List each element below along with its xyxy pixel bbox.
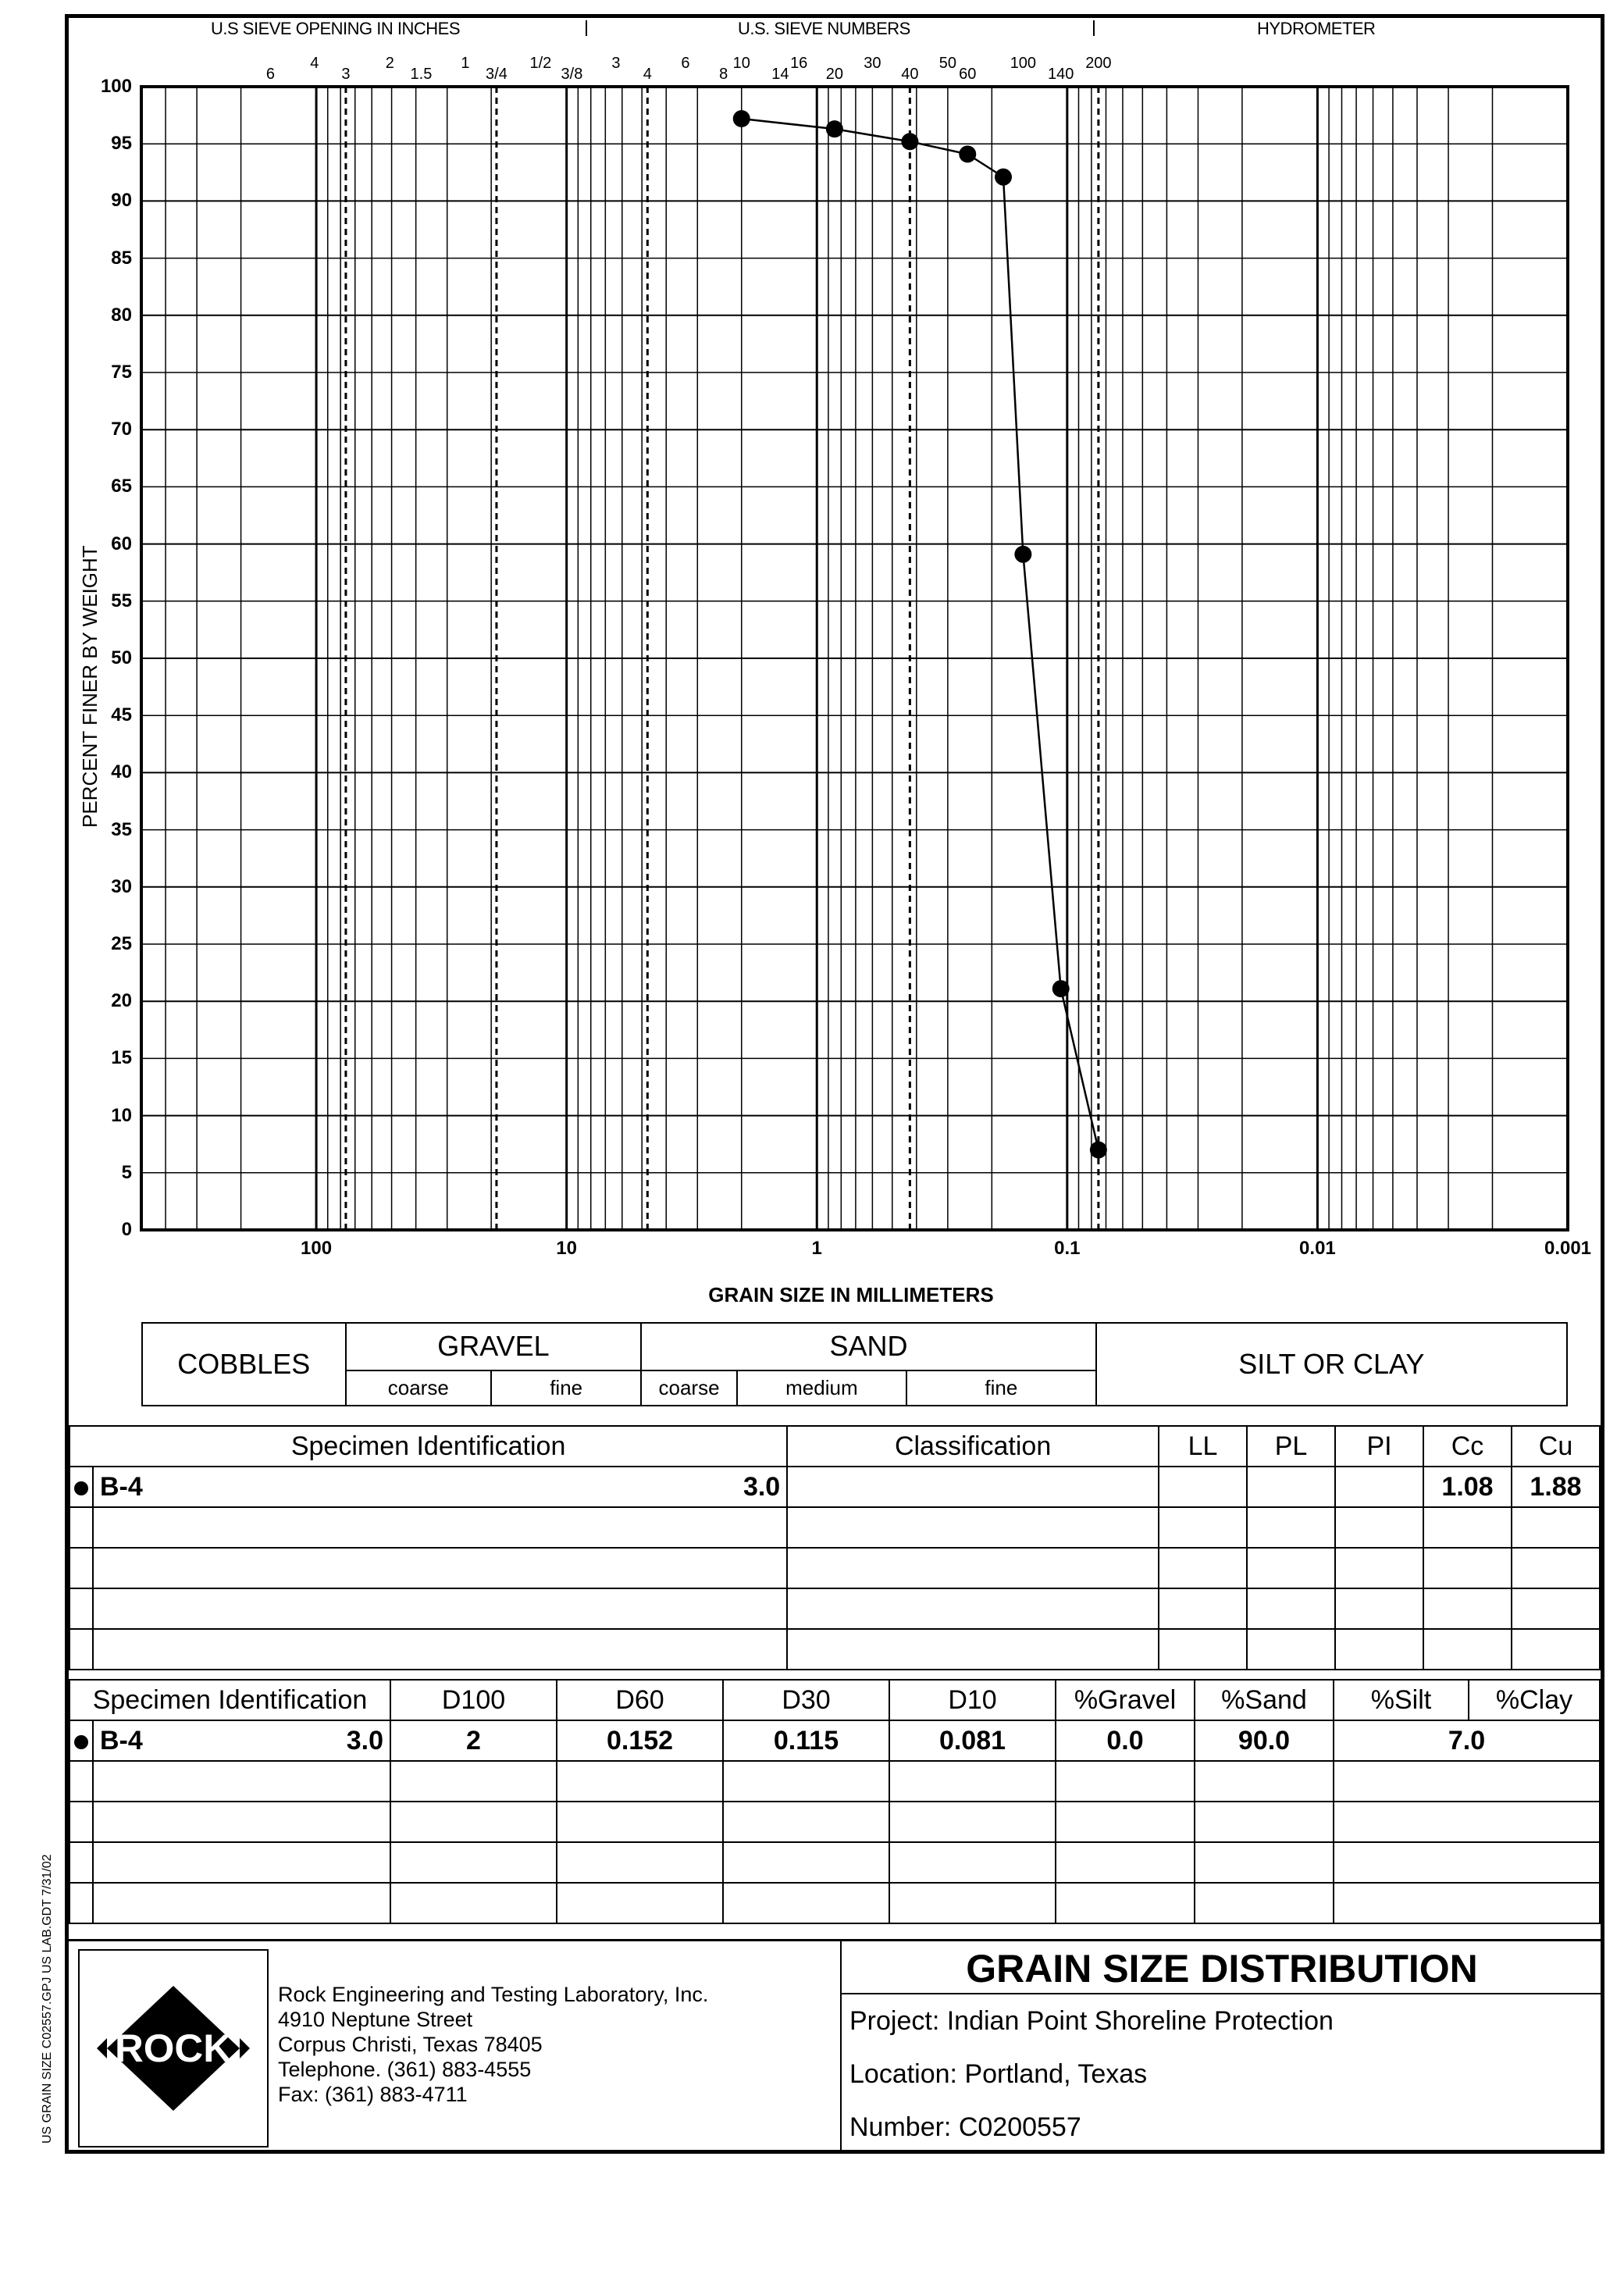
band-gravel: GRAVEL	[346, 1323, 642, 1370]
sieve-mark-label: 1/2	[529, 55, 552, 72]
specimen-depth: 3.0	[743, 1471, 781, 1502]
file-reference-text: US GRAIN SIZE C02557.GPJ US LAB.GDT 7/31/02	[41, 1854, 54, 2144]
sieve-mark-label: 6	[681, 55, 690, 72]
th-silt: %Silt	[1334, 1680, 1469, 1720]
y-tick-label: 20	[111, 990, 132, 1012]
data-point	[1014, 546, 1031, 563]
sieve-mark-label: 2	[385, 55, 394, 72]
sieve-mark-label: 60	[959, 66, 977, 83]
y-tick-label: 55	[111, 590, 132, 611]
table-row-empty	[69, 1588, 1600, 1629]
y-tick-label: 5	[121, 1161, 132, 1183]
y-tick-label: 100	[100, 76, 132, 97]
th-specimen: Specimen Identification	[69, 1426, 787, 1467]
th-gravel: %Gravel	[1056, 1680, 1195, 1720]
th-d10: D10	[889, 1680, 1056, 1720]
silt-clay-cell: 7.0	[1334, 1720, 1600, 1761]
company-info	[278, 1982, 708, 2107]
x-tick-label: 100	[301, 1238, 333, 1259]
company-name: Rock Engineering and Testing Laboratory, Inc.	[278, 1983, 709, 2006]
table-row-empty	[69, 1802, 1600, 1842]
band-silt-clay: SILT OR CLAY	[1096, 1323, 1567, 1406]
table-row-empty	[69, 1629, 1600, 1670]
y-tick-label: 85	[111, 247, 132, 269]
x-tick-label: 10	[556, 1238, 578, 1259]
th-d100: D100	[390, 1680, 557, 1720]
rock-logo-icon	[80, 1951, 267, 2146]
y-tick-label: 70	[111, 419, 132, 440]
company-street: 4910 Neptune Street	[278, 2008, 473, 2031]
data-point	[1052, 980, 1070, 997]
sieve-mark-label: 3/4	[486, 66, 508, 83]
sieve-mark-label: 140	[1048, 66, 1074, 83]
specimen-depth: 3.0	[346, 1725, 383, 1755]
data-point	[995, 169, 1012, 186]
project-line: Project: Indian Point Shoreline Protection	[849, 2006, 1334, 2036]
sieve-mark-label: 20	[825, 66, 843, 83]
sieve-mark-label: 6	[265, 66, 275, 83]
th-d30: D30	[723, 1680, 889, 1720]
th-ll: LL	[1159, 1426, 1247, 1467]
report-footer	[69, 1939, 1601, 2152]
y-tick-label: 60	[111, 533, 132, 554]
ll-cell	[1159, 1467, 1247, 1507]
sieve-mark-label: 3	[341, 66, 351, 83]
data-point	[1090, 1142, 1107, 1159]
table-row	[69, 1720, 1600, 1761]
y-tick-label: 0	[121, 1219, 132, 1240]
d30-cell: 0.115	[723, 1720, 889, 1761]
sand-cell: 90.0	[1195, 1720, 1334, 1761]
specimen-id: B-4	[100, 1471, 143, 1502]
sieve-mark-label: 100	[1010, 55, 1037, 72]
cu-cell: 1.88	[1512, 1467, 1600, 1507]
sieve-mark-label: 16	[790, 55, 808, 72]
sieve-mark-label: 4	[310, 55, 319, 72]
gravel-cell: 0.0	[1056, 1720, 1195, 1761]
series-marker	[69, 1720, 93, 1761]
x-tick-label: 1	[811, 1238, 822, 1259]
y-tick-label: 65	[111, 476, 132, 497]
location-line: Location: Portland, Texas	[849, 2059, 1148, 2089]
d60-cell: 0.152	[557, 1720, 723, 1761]
band-gravel-coarse: coarse	[346, 1370, 491, 1406]
sieve-mark-label: 30	[864, 55, 881, 72]
th-pl: PL	[1247, 1426, 1335, 1467]
sieve-mark-label: 40	[901, 66, 919, 83]
company-fax: Fax: (361) 883-4711	[278, 2083, 468, 2106]
sieve-numbers-header: U.S. SIEVE NUMBERS	[738, 19, 910, 38]
soil-classification-band	[141, 1322, 1568, 1406]
y-tick-label: 95	[111, 133, 132, 155]
x-tick-label: 0.1	[1054, 1238, 1081, 1259]
table-row	[69, 1467, 1600, 1507]
sieve-mark-label: 1	[461, 55, 470, 72]
report-title: GRAIN SIZE DISTRIBUTION	[842, 1941, 1602, 1994]
specimen-id: B-4	[100, 1725, 143, 1755]
data-point	[826, 120, 843, 137]
sieve-mark-label: 8	[719, 66, 728, 83]
th-classification: Classification	[787, 1426, 1159, 1467]
data-point	[901, 133, 918, 150]
pi-cell	[1335, 1467, 1423, 1507]
d100-cell: 2	[390, 1720, 557, 1761]
x-tick-label: 0.01	[1299, 1238, 1336, 1259]
cc-cell: 1.08	[1423, 1467, 1512, 1507]
y-tick-label: 40	[111, 761, 132, 783]
band-cobbles: COBBLES	[142, 1323, 346, 1406]
specimen-cell	[93, 1467, 787, 1507]
sieve-mark-label: 10	[732, 55, 750, 72]
th-cc: Cc	[1423, 1426, 1512, 1467]
th-sand: %Sand	[1195, 1680, 1334, 1720]
gradation-table	[69, 1679, 1601, 1924]
sieve-mark-label: 3/8	[561, 66, 583, 83]
table-row-empty	[69, 1761, 1600, 1802]
band-sand: SAND	[641, 1323, 1095, 1370]
band-sand-fine: fine	[906, 1370, 1096, 1406]
y-tick-label: 50	[111, 647, 132, 668]
table-row-empty	[69, 1842, 1600, 1883]
number-line: Number: C0200557	[849, 2112, 1081, 2142]
band-gravel-fine: fine	[491, 1370, 641, 1406]
band-sand-medium: medium	[737, 1370, 906, 1406]
d10-cell: 0.081	[889, 1720, 1056, 1761]
sieve-mark-label: 1.5	[410, 66, 433, 83]
series-line	[742, 119, 1099, 1150]
table-row-empty	[69, 1507, 1600, 1548]
sieve-mark-label: 3	[611, 55, 621, 72]
sieve-opening-header: U.S SIEVE OPENING IN INCHES	[211, 19, 461, 38]
y-tick-label: 90	[111, 190, 132, 212]
y-tick-label: 25	[111, 933, 132, 954]
x-tick-label: 0.001	[1544, 1238, 1592, 1259]
classification-table	[69, 1425, 1601, 1670]
th-cu: Cu	[1512, 1426, 1600, 1467]
th-pi: PI	[1335, 1426, 1423, 1467]
th-d60: D60	[557, 1680, 723, 1720]
y-tick-label: 35	[111, 818, 132, 840]
sieve-mark-label: 200	[1085, 55, 1112, 72]
data-point	[733, 110, 750, 127]
circle-marker-icon	[74, 1735, 88, 1749]
svg-text:ROCK: ROCK	[115, 2026, 232, 2070]
band-sand-coarse: coarse	[641, 1370, 736, 1406]
classification-cell	[787, 1467, 1159, 1507]
data-point	[959, 145, 976, 162]
company-city: Corpus Christi, Texas 78405	[278, 2033, 543, 2056]
hydrometer-header: HYDROMETER	[1257, 19, 1376, 38]
company-phone: Telephone. (361) 883-4555	[278, 2058, 532, 2081]
table-row-empty	[69, 1548, 1600, 1588]
y-tick-label: 45	[111, 704, 132, 726]
specimen-cell	[93, 1720, 390, 1761]
title-block	[840, 1941, 1602, 2152]
sieve-mark-label: 14	[771, 66, 789, 83]
y-tick-label: 30	[111, 875, 132, 897]
y-tick-label: 75	[111, 362, 132, 383]
sieve-mark-label: 4	[643, 66, 652, 83]
table-row-empty	[69, 1883, 1600, 1923]
y-axis-label: PERCENT FINER BY WEIGHT	[78, 545, 102, 828]
circle-marker-icon	[74, 1481, 88, 1495]
sieve-mark-label: 50	[938, 55, 956, 72]
y-tick-label: 10	[111, 1104, 132, 1126]
x-axis-label: GRAIN SIZE IN MILLIMETERS	[708, 1283, 994, 1306]
company-logo	[78, 1949, 269, 2147]
series-marker	[69, 1467, 93, 1507]
pl-cell	[1247, 1467, 1335, 1507]
th-clay: %Clay	[1469, 1680, 1600, 1720]
y-tick-label: 80	[111, 304, 132, 326]
y-tick-label: 15	[111, 1047, 132, 1069]
th-specimen: Specimen Identification	[69, 1680, 390, 1720]
